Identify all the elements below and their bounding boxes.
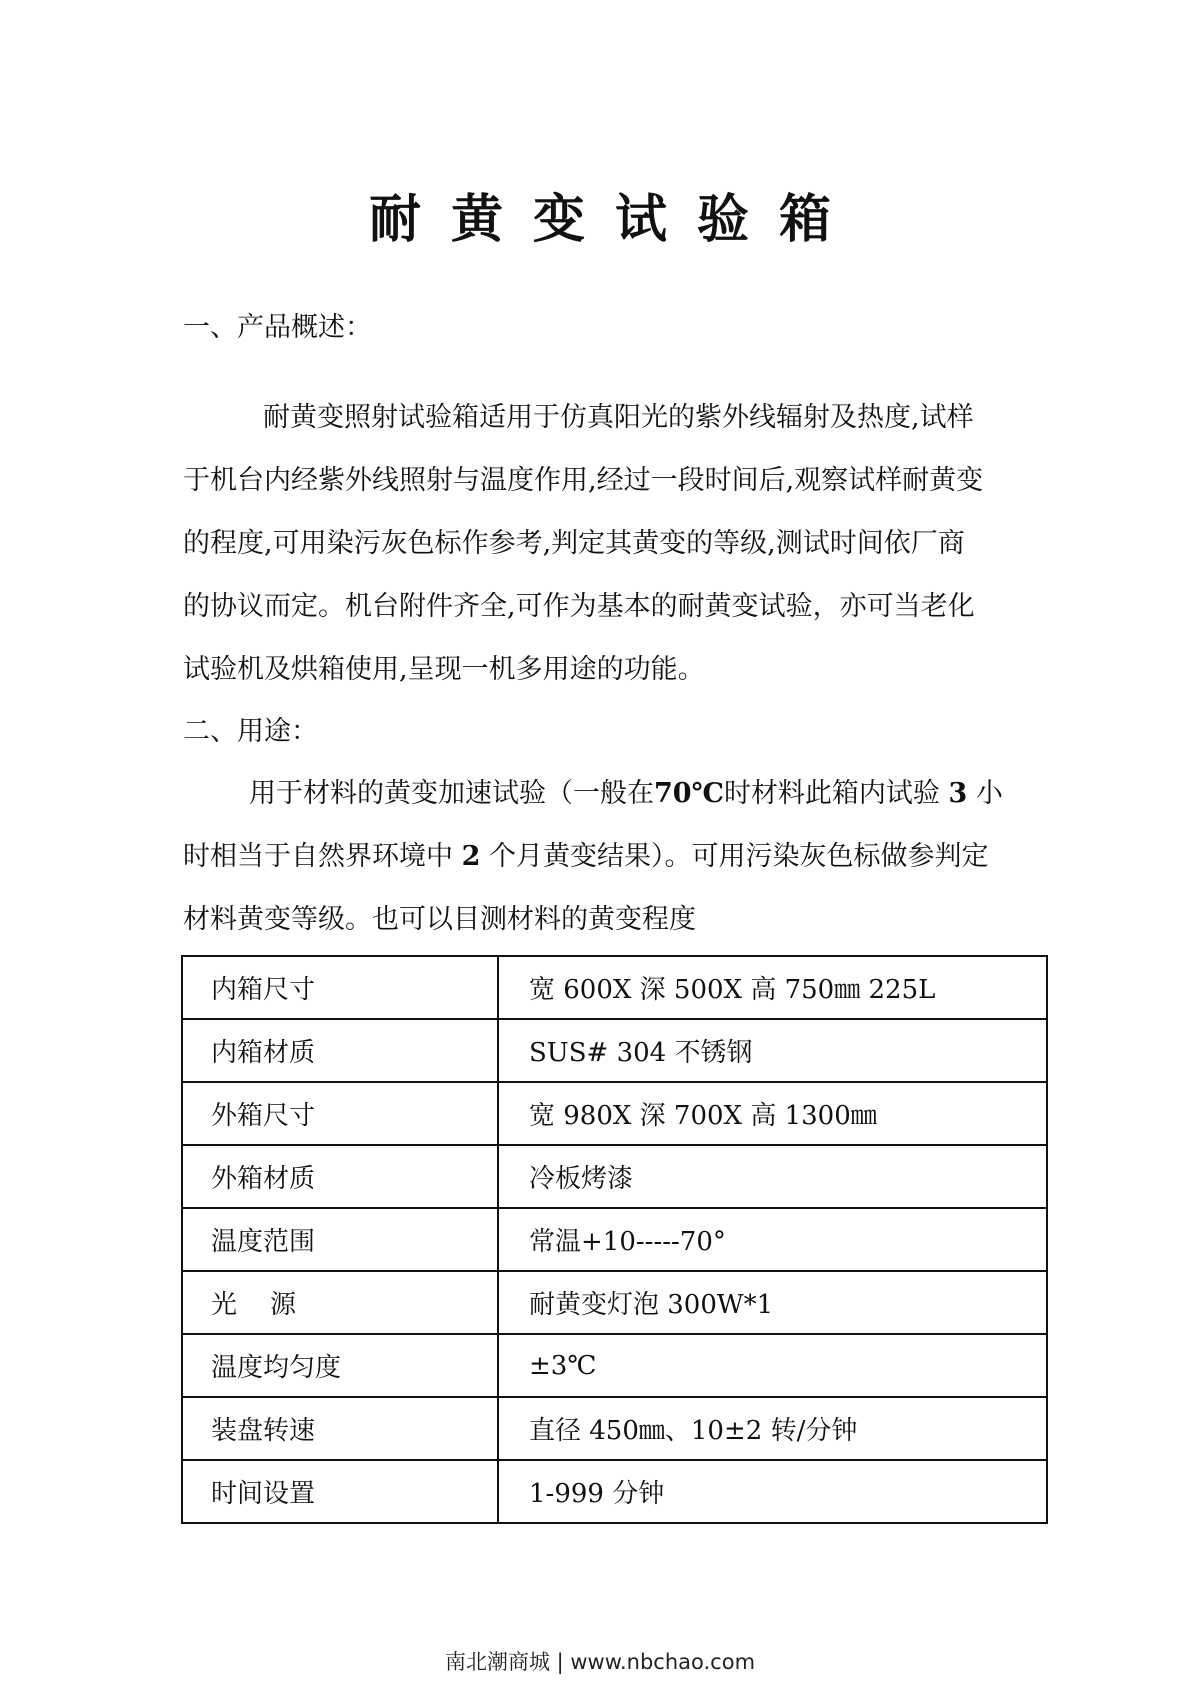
spec-label: 内箱尺寸 — [182, 956, 498, 1019]
spec-label: 光 源 — [182, 1271, 498, 1334]
table-row — [182, 1145, 1047, 1208]
spec-value: 常温+10-----70° — [498, 1208, 1047, 1271]
spec-label: 外箱尺寸 — [182, 1082, 498, 1145]
spec-label: 外箱材质 — [182, 1145, 498, 1208]
document-title: 耐黄变试验箱 — [368, 189, 861, 250]
spec-table — [181, 955, 1048, 1524]
usage-hours: 3 — [948, 778, 968, 809]
spec-label: 时间设置 — [182, 1460, 498, 1523]
table-row — [182, 1208, 1047, 1271]
table-row — [182, 1019, 1047, 1082]
section-heading-overview: 一、产品概述： — [183, 312, 372, 343]
table-row — [182, 956, 1047, 1019]
spec-value: 冷板烤漆 — [498, 1145, 1047, 1208]
usage-months: 2 — [461, 841, 481, 872]
usage-text: 小 — [975, 778, 1003, 809]
usage-line — [183, 825, 1033, 888]
table-row — [182, 1271, 1047, 1334]
spec-value: SUS# 304 不锈钢 — [498, 1019, 1047, 1082]
overview-line: 于机台内经紫外线照射与温度作用,经过一段时间后,观察试样耐黄变 — [183, 465, 984, 496]
usage-line: 材料黄变等级。也可以目测材料的黄变程度 — [183, 904, 696, 935]
spec-value: 宽 980X 深 700X 高 1300㎜ — [498, 1082, 1047, 1145]
table-row — [182, 1397, 1047, 1460]
overview-line: 的程度,可用染污灰色标作参考,判定其黄变的等级,测试时间依厂商 — [183, 528, 965, 559]
overview-line: 试验机及烘箱使用,呈现一机多用途的功能。 — [183, 654, 705, 685]
overview-paragraph — [183, 386, 1033, 701]
usage-paragraph — [183, 762, 1033, 951]
usage-temperature: 70℃ — [654, 778, 724, 809]
spec-value: 宽 600X 深 500X 高 750㎜ 225L — [498, 956, 1047, 1019]
spec-label: 温度均匀度 — [182, 1334, 498, 1397]
table-row — [182, 1460, 1047, 1523]
section-heading-usage: 二、用途： — [183, 716, 318, 747]
spec-value: 直径 450㎜、10±2 转/分钟 — [498, 1397, 1047, 1460]
site-footer: 南北潮商城 | www.nbchao.com — [444, 1650, 756, 1674]
usage-text: 个月黄变结果）。可用污染灰色标做参判定 — [488, 841, 989, 872]
spec-value: 1-999 分钟 — [498, 1460, 1047, 1523]
overview-line: 的协议而定。机台附件齐全,可作为基本的耐黄变试验，亦可当老化 — [183, 591, 975, 622]
spec-value: 耐黄变灯泡 300W*1 — [498, 1271, 1047, 1334]
spec-label: 温度范围 — [182, 1208, 498, 1271]
usage-text: 时相当于自然界环境中 — [183, 841, 453, 872]
spec-label: 内箱材质 — [182, 1019, 498, 1082]
spec-value: ±3℃ — [498, 1334, 1047, 1397]
usage-text: 时材料此箱内试验 — [723, 778, 940, 809]
overview-line: 耐黄变照射试验箱适用于仿真阳光的紫外线辐射及热度,试样 — [263, 402, 974, 433]
table-row — [182, 1082, 1047, 1145]
spec-label: 装盘转速 — [182, 1397, 498, 1460]
usage-line — [183, 762, 1033, 825]
table-row — [182, 1334, 1047, 1397]
usage-text: 用于材料的黄变加速试验（一般在 — [249, 778, 654, 809]
